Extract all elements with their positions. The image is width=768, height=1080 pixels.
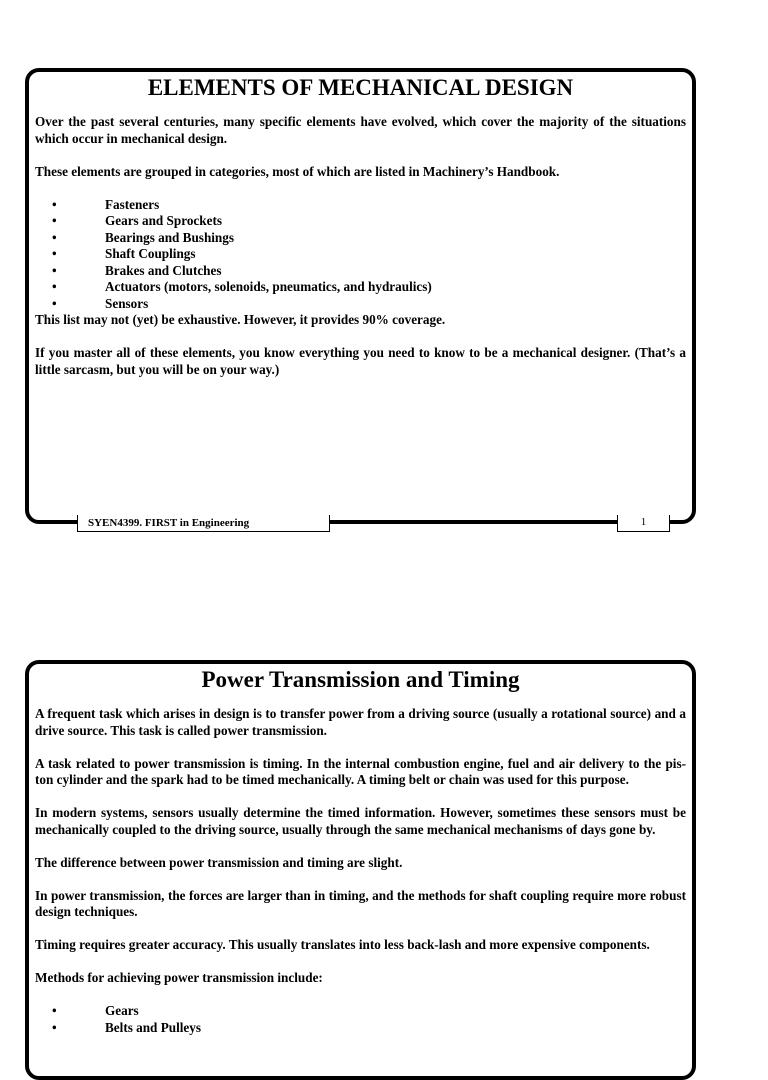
element-category-list: [35, 197, 686, 313]
list-item: [35, 296, 686, 313]
bullet-icon: •: [52, 246, 57, 261]
list-item-label: Belts and Pulleys: [105, 1019, 201, 1035]
slide-title: ELEMENTS OF MECHANICAL DESIGN: [147, 75, 574, 100]
paragraph: Timing requires greater accuracy. This usually translates into less back-lash and more expensive components.: [35, 937, 650, 952]
bullet-icon: •: [52, 279, 57, 294]
bullet-icon: •: [52, 213, 57, 228]
list-item: [35, 1003, 686, 1020]
slide-title: Power Transmission and Timing: [201, 667, 520, 692]
paragraph: Methods for achieving power transmission include:: [35, 970, 323, 985]
paragraph: If you master all of these elements, you know everything you need to know to be a mechanical designer. (That’s a little sarcasm, but you will be on your way.): [35, 345, 686, 377]
bullet-icon: •: [52, 1003, 57, 1018]
list-item-label: Bearings and Bushings: [105, 229, 234, 245]
bullet-icon: •: [52, 1019, 57, 1035]
list-item-label: Brakes and Clutches: [105, 262, 222, 278]
footer-page-number: 1: [617, 515, 670, 532]
paragraph: A task related to power transmission is timing. In the internal combustion engine, fuel and air delivery to the pis-ton cylinder and the spark had to be timed mechanically. A timing belt or chain was used for this purpose.: [35, 755, 686, 787]
bullet-icon: •: [52, 229, 57, 245]
slide-body: [35, 114, 686, 395]
power-transmission-methods-list: [35, 1003, 686, 1036]
slide-power-transmission-and-timing: [25, 660, 696, 1080]
paragraph: In power transmission, the forces are larger than in timing, and the methods for shaft coupling require more robust design techniques.: [35, 887, 686, 919]
list-item-label: Fasteners: [105, 196, 160, 212]
list-item-label: Sensors: [105, 295, 149, 311]
bullet-icon: •: [52, 196, 57, 212]
bullet-icon: •: [52, 262, 57, 278]
list-item-label: Shaft Couplings: [105, 246, 196, 261]
paragraph: In modern systems, sensors usually determine the timed information. However, sometimes these sensors must be mechanically coupled to the driving source, usually through the same mechanical mechanisms of days gone by.: [35, 805, 686, 837]
list-item: [35, 246, 686, 263]
list-item: [35, 279, 686, 296]
list-item-label: Gears and Sprockets: [105, 213, 222, 228]
list-item: [35, 213, 686, 230]
paragraph: These elements are grouped in categories, most of which are listed in Machinery’s Handbook.: [35, 163, 560, 179]
paragraph: This list may not (yet) be exhaustive. However, it provides 90% coverage.: [35, 312, 446, 327]
list-item-label: Actuators (motors, solenoids, pneumatics, and hydraulics): [105, 279, 432, 294]
list-item: [35, 230, 686, 247]
list-item-label: Gears: [105, 1003, 139, 1018]
paragraph: The difference between power transmission and timing are slight.: [35, 854, 403, 870]
list-item: [35, 263, 686, 280]
paragraph: A frequent task which arises in design is to transfer power from a driving source (usually a rotational source) and a drive source. This task is called power transmission.: [35, 706, 686, 738]
bullet-icon: •: [52, 295, 57, 311]
slide-elements-of-mechanical-design: [25, 68, 696, 529]
list-item: [35, 1020, 686, 1037]
footer-course-name: SYEN4399. FIRST in Engineering: [77, 515, 330, 532]
slide-body: [35, 706, 686, 1036]
paragraph: Over the past several centuries, many specific elements have evolved, which cover the majority of the situations which occur in mechanical design.: [35, 114, 686, 146]
list-item: [35, 197, 686, 214]
